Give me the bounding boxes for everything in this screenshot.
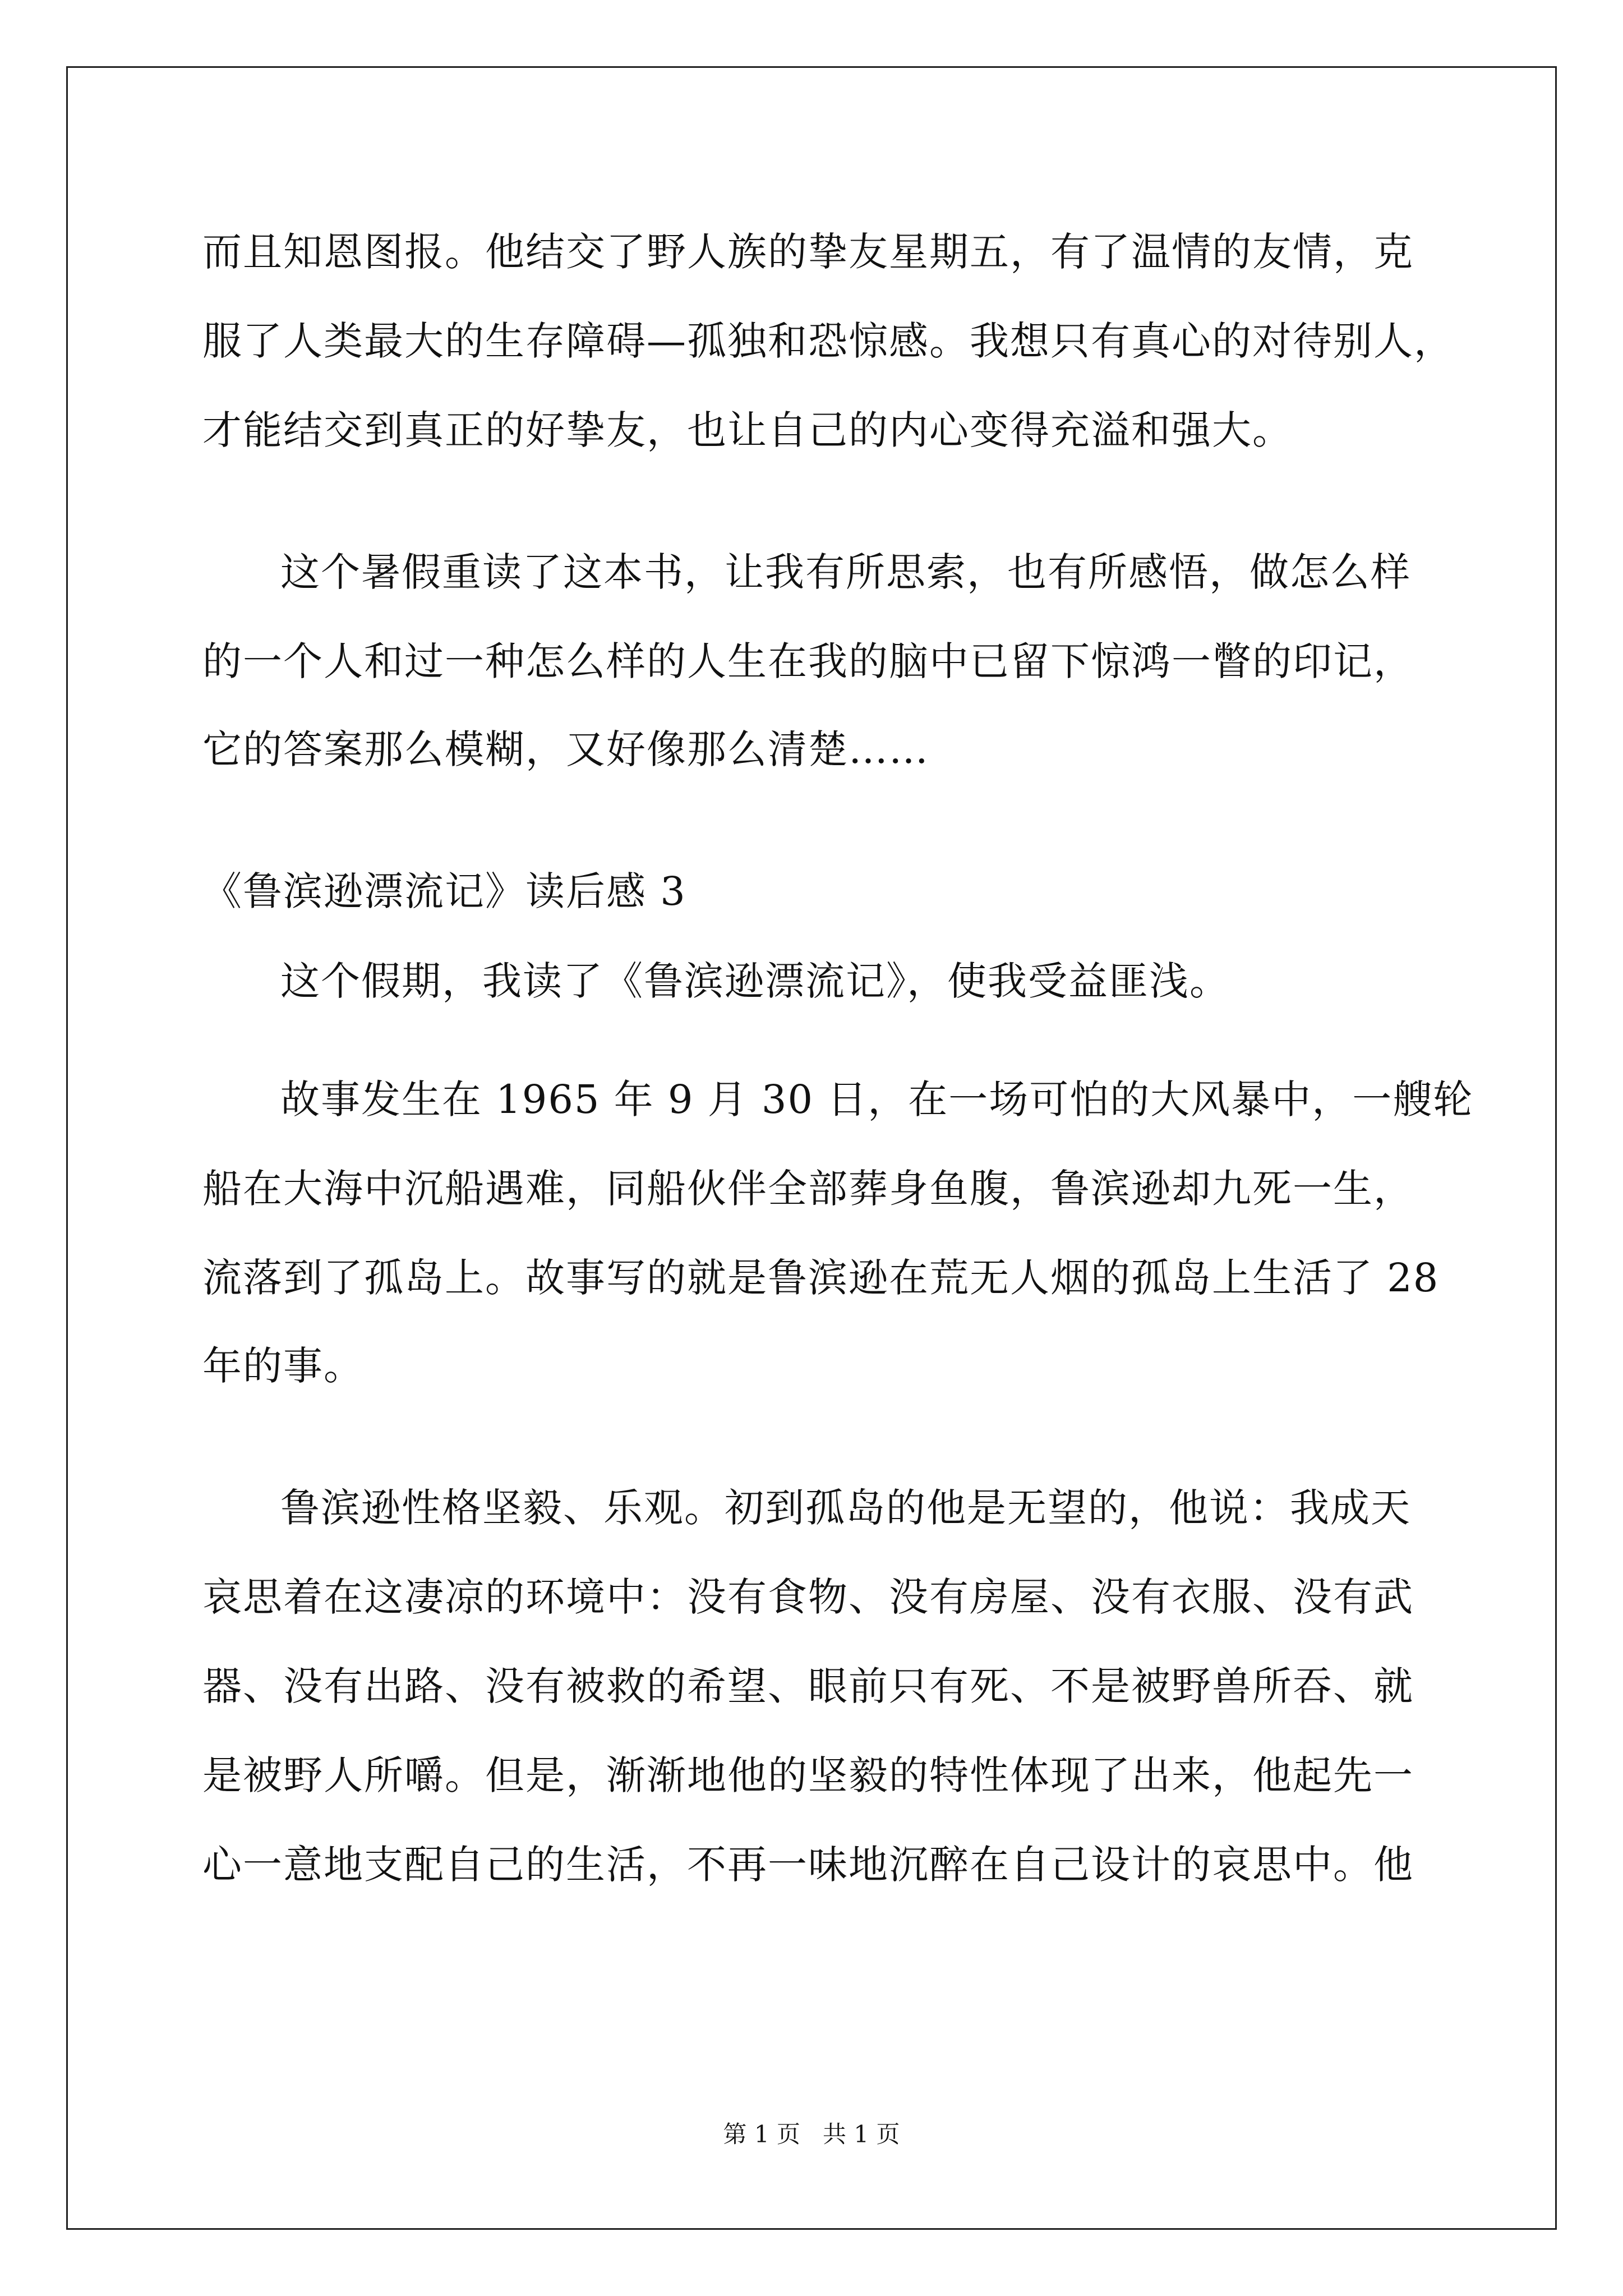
body-text-line: 心一意地支配自己的生活，不再一味地沉醉在自己设计的哀思中。他 <box>202 1842 1414 1888</box>
page-footer: 第 1 页 共 1 页 <box>723 2120 900 2148</box>
paragraph-first-line: 鲁滨逊性格坚毅、乐观。初到孤岛的他是无望的，他说：我成天 <box>280 1485 1411 1531</box>
body-text-line: 器、没有出路、没有被救的希望、眼前只有死、不是被野兽所吞、就 <box>202 1663 1414 1709</box>
body-text-line: 年的事。 <box>202 1343 364 1389</box>
paragraph-first-line: 故事发生在 1965 年 9 月 30 日，在一场可怕的大风暴中，一艘轮 <box>280 1076 1474 1122</box>
paragraph-first-line: 这个暑假重读了这本书，让我有所思索，也有所感悟，做怎么样 <box>280 549 1411 595</box>
body-text-line: 流落到了孤岛上。故事写的就是鲁滨逊在荒无人烟的孤岛上生活了 28 <box>202 1255 1440 1301</box>
paragraph-first-line: 这个假期，我读了《鲁滨逊漂流记》，使我受益匪浅。 <box>280 958 1230 1004</box>
body-text-line: 服了人类最大的生存障碍—孤独和恐惊感。我想只有真心的对待别人， <box>202 318 1454 364</box>
body-text-line: 它的答案那么模糊，又好像那么清楚…… <box>202 726 929 772</box>
page-frame <box>66 66 1557 2230</box>
body-text-line: 才能结交到真正的好挚友，也让自己的内心变得充溢和强大。 <box>202 407 1293 453</box>
body-text-line: 船在大海中沉船遇难，同船伙伴全部葬身鱼腹，鲁滨逊却九死一生， <box>202 1166 1414 1212</box>
body-text-line: 是被野人所嚼。但是，渐渐地他的坚毅的特性体现了出来，他起先一 <box>202 1752 1414 1798</box>
body-text-line: 哀思着在这凄凉的环境中：没有食物、没有房屋、没有衣服、没有武 <box>202 1574 1414 1620</box>
body-text-line: 的一个人和过一种怎么样的人生在我的脑中已留下惊鸿一瞥的印记， <box>202 638 1414 684</box>
section-heading: 《鲁滨逊漂流记》读后感 3 <box>202 868 686 914</box>
body-text-line: 而且知恩图报。他结交了野人族的挚友星期五，有了温情的友情，克 <box>202 229 1414 275</box>
